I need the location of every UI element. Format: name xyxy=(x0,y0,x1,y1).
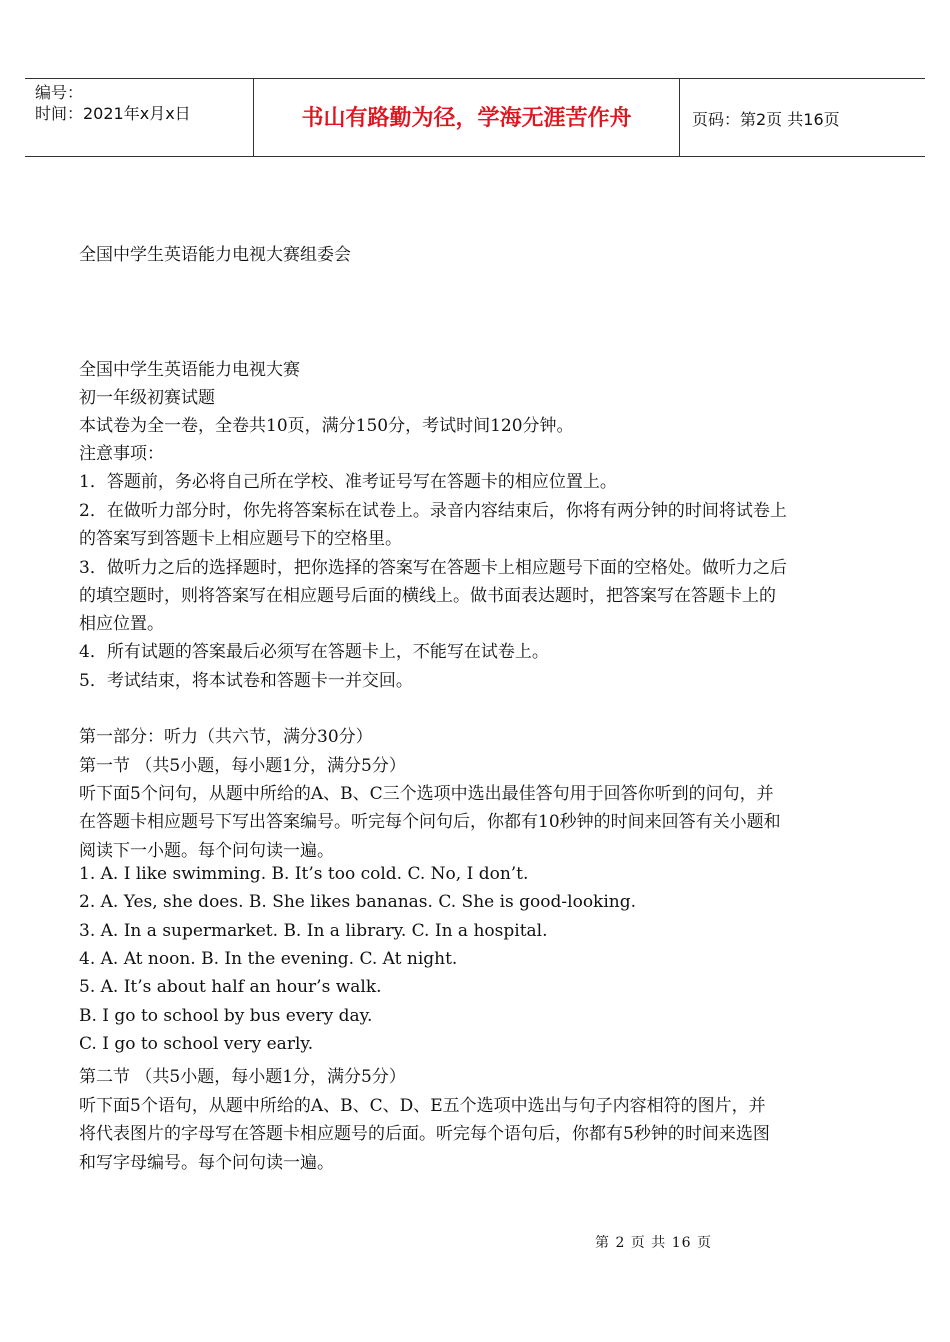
doc-line: 3．做听力之后的选择题时，把你选择的答案写在答题卡上相应题号下面的空格处。做听力之后 xyxy=(79,558,787,578)
time-label: 时间：2021年x月x日 xyxy=(35,104,191,123)
doc-line: 在答题卡相应题号下写出答案编号。听完每个问句后，你都有10秒钟的时间来回答有关小题和 xyxy=(79,812,781,832)
doc-line: 注意事项： xyxy=(79,444,164,464)
doc-line: B. I go to school by bus every day. xyxy=(79,1006,373,1026)
doc-line: 听下面5个语句，从题中所给的A、B、C、D、E五个选项中选出与句子内容相符的图片，并 xyxy=(79,1096,766,1116)
header-meta xyxy=(25,79,254,156)
doc-line: 初一年级初赛试题 xyxy=(79,388,215,408)
doc-line: 阅读下一小题。每个问句读一遍。 xyxy=(79,841,334,861)
doc-line: 全国中学生英语能力电视大赛 xyxy=(79,360,300,380)
motto: 书山有路勤为径，学海无涯苦作舟 xyxy=(301,106,632,131)
doc-line: 本试卷为全一卷，全卷共10页，满分150分，考试时间120分钟。 xyxy=(79,416,574,436)
page-code: 页码：第2页 共16页 xyxy=(692,110,840,129)
doc-line: 5. A. It’s about half an hour’s walk. xyxy=(79,977,382,997)
doc-line: 2. A. Yes, she does. B. She likes bananas. C. She is good-looking. xyxy=(79,892,637,912)
organizer-line: 全国中学生英语能力电视大赛组委会 xyxy=(79,245,351,265)
doc-line: 2．在做听力部分时，你先将答案标在试卷上。录音内容结束后，你将有两分钟的时间将试卷上 xyxy=(79,501,787,521)
doc-line: 的答案写到答题卡上相应题号下的空格里。 xyxy=(79,529,402,549)
header-page-cell xyxy=(680,79,925,156)
page-header xyxy=(25,78,925,157)
page-footer: 第 2 页 共 16 页 xyxy=(595,1235,712,1251)
doc-line: 将代表图片的字母写在答题卡相应题号的后面。听完每个语句后，你都有5秒钟的时间来选图 xyxy=(79,1124,770,1144)
doc-line: 的填空题时，则将答案写在相应题号后面的横线上。做书面表达题时，把答案写在答题卡上的 xyxy=(79,586,776,606)
doc-line: 和写字母编号。每个问句读一遍。 xyxy=(79,1153,334,1173)
doc-line: 5．考试结束，将本试卷和答题卡一并交回。 xyxy=(79,671,413,691)
doc-line: 1. A. I like swimming. B. It’s too cold. C. No, I don’t. xyxy=(79,864,529,884)
doc-line: C. I go to school very early. xyxy=(79,1034,314,1054)
number-label: 编号： xyxy=(35,83,84,102)
doc-line: 1．答题前，务必将自己所在学校、准考证号写在答题卡的相应位置上。 xyxy=(79,472,617,492)
doc-line: 第一节 （共5小题，每小题1分，满分5分） xyxy=(79,756,406,776)
header-motto-cell xyxy=(254,79,680,156)
doc-line: 第一部分：听力（共六节，满分30分） xyxy=(79,727,373,747)
doc-line: 4．所有试题的答案最后必须写在答题卡上，不能写在试卷上。 xyxy=(79,642,549,662)
doc-line: 3. A. In a supermarket. B. In a library. C. In a hospital. xyxy=(79,921,548,941)
doc-line: 第二节 （共5小题，每小题1分，满分5分） xyxy=(79,1067,406,1087)
doc-line: 相应位置。 xyxy=(79,614,164,634)
doc-line: 4. A. At noon. B. In the evening. C. At night. xyxy=(79,949,458,969)
doc-line: 听下面5个问句，从题中所给的A、B、C三个选项中选出最佳答句用于回答你听到的问句，并 xyxy=(79,784,774,804)
